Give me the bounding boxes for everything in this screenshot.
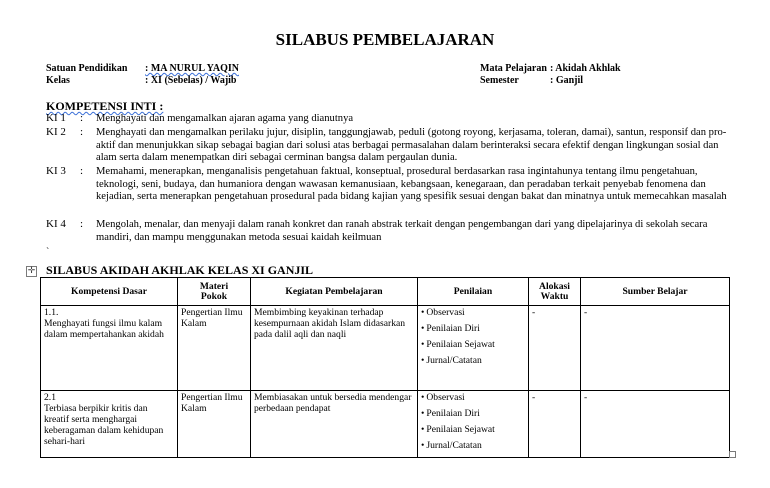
penilaian-item: • Penilaian Diri xyxy=(421,323,525,334)
kompetensi-inti-heading-text: KOMPETENSI INTI : xyxy=(46,99,164,113)
kd-number: 1.1. xyxy=(44,307,59,318)
kd-number: 2.1 xyxy=(44,392,56,403)
alokasi-cell: - xyxy=(529,306,581,391)
kegiatan-cell: Membimbing keyakinan terhadap kesempurnaan akidah Islam didasarkan pada dalil aqli dan naqli xyxy=(251,306,418,391)
kd-text: Terbiasa berpikir kritis dan kreatif serta menghargai keberagaman dalam kehidupan sehari-hari xyxy=(44,403,164,447)
semester-value: : Ganjil xyxy=(550,75,584,86)
silabus-table xyxy=(40,277,730,458)
table-header-row xyxy=(41,278,730,306)
header-kompetensi-dasar: Kompetensi Dasar xyxy=(41,278,178,306)
ki-text: Menghayati dan mengamalkan perilaku jujur, disiplin, tanggungjawab, peduli (gotong royong, kerjasama, toleran, damai), santun, responsif dan pro-aktif dan menunjukkan sikap sebagai bagian dari solusi atas berbagai permasalahan dalam berinteraksi secara efektif dengan lingkungan sosial dan alam serta dalam menempatkan diri sebagai cerminan bangsa dalam pergaulan dunia. xyxy=(96,127,727,164)
kd-cell xyxy=(41,391,178,458)
penilaian-list xyxy=(421,307,525,366)
ki-text: Mengolah, menalar, dan menyaji dalam ranah konkret dan ranah abstrak terkait dengan pengembangan dari yang dipelajarinya di sekolah secara mandiri, dan mampu menggunakan metoda sesuai kaidah keilmuan xyxy=(96,219,708,243)
ki-colon: : xyxy=(80,126,84,138)
penilaian-item: • Jurnal/Catatan xyxy=(421,440,525,451)
header-materi-line1: Materi xyxy=(199,280,229,292)
penilaian-item: • Penilaian Sejawat xyxy=(421,339,525,350)
kd-cell xyxy=(41,306,178,391)
table-row xyxy=(41,391,730,458)
satuan-value-text: : MA NURUL YAQIN xyxy=(145,63,239,74)
header-sumber: Sumber Belajar xyxy=(581,278,730,306)
penilaian-item: • Jurnal/Catatan xyxy=(421,355,525,366)
penilaian-item: • Penilaian Sejawat xyxy=(421,424,525,435)
ki-label: KI 4 xyxy=(46,218,66,230)
header-kegiatan: Kegiatan Pembelajaran xyxy=(251,278,418,306)
ki-text: Memahami, menerapkan, menganalisis pengetahuan faktual, konseptual, prosedural berdasarkan rasa ingintahunya tentang ilmu pengetahuan, teknologi, seni, budaya, dan humaniora dengan wawasan kemanusiaan, kebangsaan, kenegaraan, dan peradaban terkait penyebab fenomena dan kejadian, serta menerapkan pengetahuan prosedural pada bidang kajian yang spesifik sesuai dengan bakat dan minatnya untuk memecahkan masalah xyxy=(96,166,727,203)
header-penilaian: Penilaian xyxy=(418,278,529,306)
ki-colon: : xyxy=(80,165,84,177)
penilaian-list xyxy=(421,392,525,451)
kelas-label: Kelas xyxy=(46,75,70,86)
header-alokasi xyxy=(529,278,581,306)
semester-label: Semester xyxy=(480,75,519,86)
penilaian-item: • Observasi xyxy=(421,392,525,403)
header-materi-line2: Pokok xyxy=(200,290,228,302)
ki-text: Menghayati dan mengamalkan ajaran agama yang dianutnya xyxy=(96,113,354,124)
header-alokasi-line2: Waktu xyxy=(540,290,569,302)
ki-label: KI 2 xyxy=(46,126,66,138)
section-title: SILABUS AKIDAH AKHLAK KELAS XI GANJIL xyxy=(46,263,314,277)
table-move-icon[interactable]: ✛ xyxy=(27,266,36,276)
ki-label: KI 3 xyxy=(46,165,66,177)
kegiatan-cell: Membiasakan untuk bersedia mendengar perbedaan pendapat xyxy=(251,391,418,458)
materi-cell: Pengertian Ilmu Kalam xyxy=(178,306,251,391)
stray-mark: ` xyxy=(46,247,50,258)
ki-colon: : xyxy=(80,112,84,124)
header-materi-pokok xyxy=(178,278,251,306)
sumber-cell: - xyxy=(581,306,730,391)
penilaian-cell xyxy=(418,391,529,458)
penilaian-item: • Observasi xyxy=(421,307,525,318)
kelas-value: : XI (Sebelas) / Wajib xyxy=(145,75,237,86)
mapel-value: : Akidah Akhlak xyxy=(550,63,621,74)
header-alokasi-line1: Alokasi xyxy=(539,280,570,292)
satuan-value xyxy=(145,63,239,74)
alokasi-cell: - xyxy=(529,391,581,458)
penilaian-cell xyxy=(418,306,529,391)
document-title: SILABUS PEMBELAJARAN xyxy=(275,30,495,49)
materi-cell: Pengertian Ilmu Kalam xyxy=(178,391,251,458)
ki-label: KI 1 xyxy=(46,112,66,124)
table-row xyxy=(41,306,730,391)
table-resize-icon[interactable] xyxy=(729,451,736,458)
ki-colon: : xyxy=(80,218,84,230)
satuan-label: Satuan Pendidikan xyxy=(46,63,128,74)
kd-text: Menghayati fungsi ilmu kalam dalam mempertahankan akidah xyxy=(44,318,164,340)
sumber-cell: - xyxy=(581,391,730,458)
mapel-label: Mata Pelajaran xyxy=(480,63,547,74)
penilaian-item: • Penilaian Diri xyxy=(421,408,525,419)
